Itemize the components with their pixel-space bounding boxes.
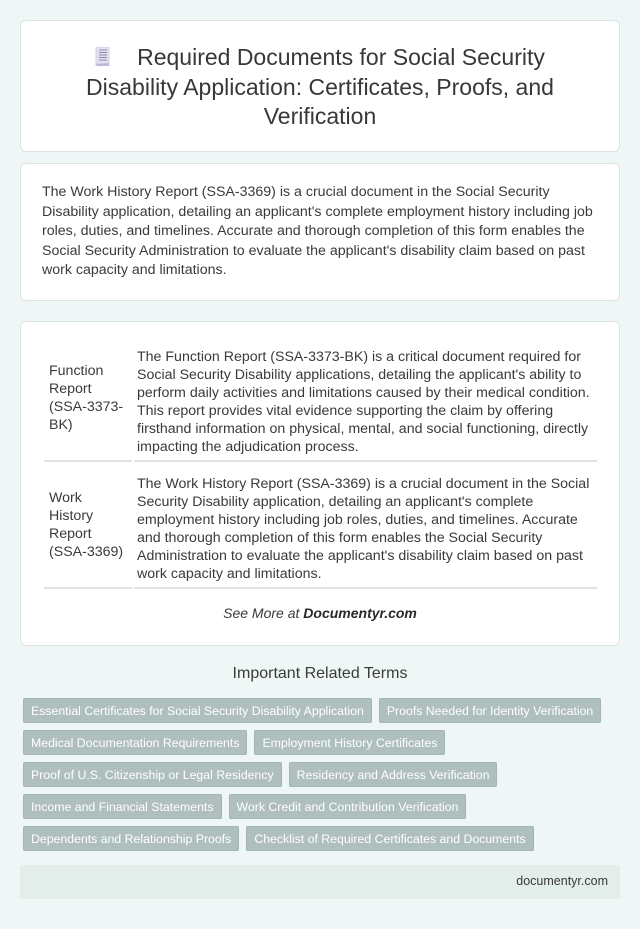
- document-description: The Function Report (SSA-3373-BK) is a critical document required for Social Security Disability applications, detailing the applicant's ability to perform daily activities and limitations caused by their medical condition. This report provides vital evidence supporting the claim by offering firsthand information on physical, mental, and social functioning, directly impacting the adjudication process.: [134, 335, 597, 462]
- related-term-tag[interactable]: Income and Financial Statements: [23, 794, 222, 819]
- related-term-tag[interactable]: Work Credit and Contribution Verification: [229, 794, 467, 819]
- related-term-tag[interactable]: Employment History Certificates: [254, 730, 445, 755]
- see-more-prefix: See More at: [223, 605, 304, 621]
- related-term-tag[interactable]: Dependents and Relationship Proofs: [23, 826, 239, 851]
- table-row: [44, 462, 597, 589]
- related-term-tag[interactable]: Proofs Needed for Identity Verification: [379, 698, 601, 723]
- title-card: [20, 20, 620, 152]
- related-term-tag[interactable]: Essential Certificates for Social Security Disability Application: [23, 698, 372, 723]
- footer: [20, 865, 620, 899]
- page-title: [61, 43, 579, 132]
- document-term: Function Report (SSA-3373-BK): [44, 335, 132, 462]
- related-term-tag[interactable]: Residency and Address Verification: [289, 762, 498, 787]
- documents-table-card: [20, 321, 620, 646]
- related-terms-heading: Important Related Terms: [232, 665, 408, 682]
- document-description: The Work History Report (SSA-3369) is a crucial document in the Social Security Disability application, detailing an applicant's complete employment history including job roles, duties, and timelines. Accurate and thorough completion of this form enables the Social Security Administration to evaluate the applicant's disability claim based on past work capacity and limitations.: [134, 462, 597, 589]
- page-title-text: Required Documents for Social Security Disability Application: Certificates, Proofs, and Verification: [86, 44, 554, 129]
- documents-table: [42, 335, 599, 589]
- footer-site-link[interactable]: documentyr.com: [516, 874, 608, 888]
- intro-text: The Work History Report (SSA-3369) is a crucial document in the Social Security Disability application, detailing an applicant's complete employment history including job roles, duties, and timelines. Accurate and thorough completion of this form enables the Social Security Administration to evaluate the applicant's disability claim based on past work capacity and limitations.: [42, 184, 593, 278]
- related-term-tag[interactable]: Proof of U.S. Citizenship or Legal Residency: [23, 762, 282, 787]
- see-more: [21, 605, 619, 621]
- intro-card: [20, 163, 620, 301]
- related-term-tag[interactable]: Checklist of Required Certificates and Documents: [246, 826, 533, 851]
- document-term: Work History Report (SSA-3369): [44, 462, 132, 589]
- table-row: [44, 335, 597, 462]
- see-more-link[interactable]: Documentyr.com: [303, 605, 417, 621]
- related-terms-list: [23, 698, 603, 851]
- related-term-tag[interactable]: Medical Documentation Requirements: [23, 730, 247, 755]
- document-scroll-icon: [95, 45, 111, 65]
